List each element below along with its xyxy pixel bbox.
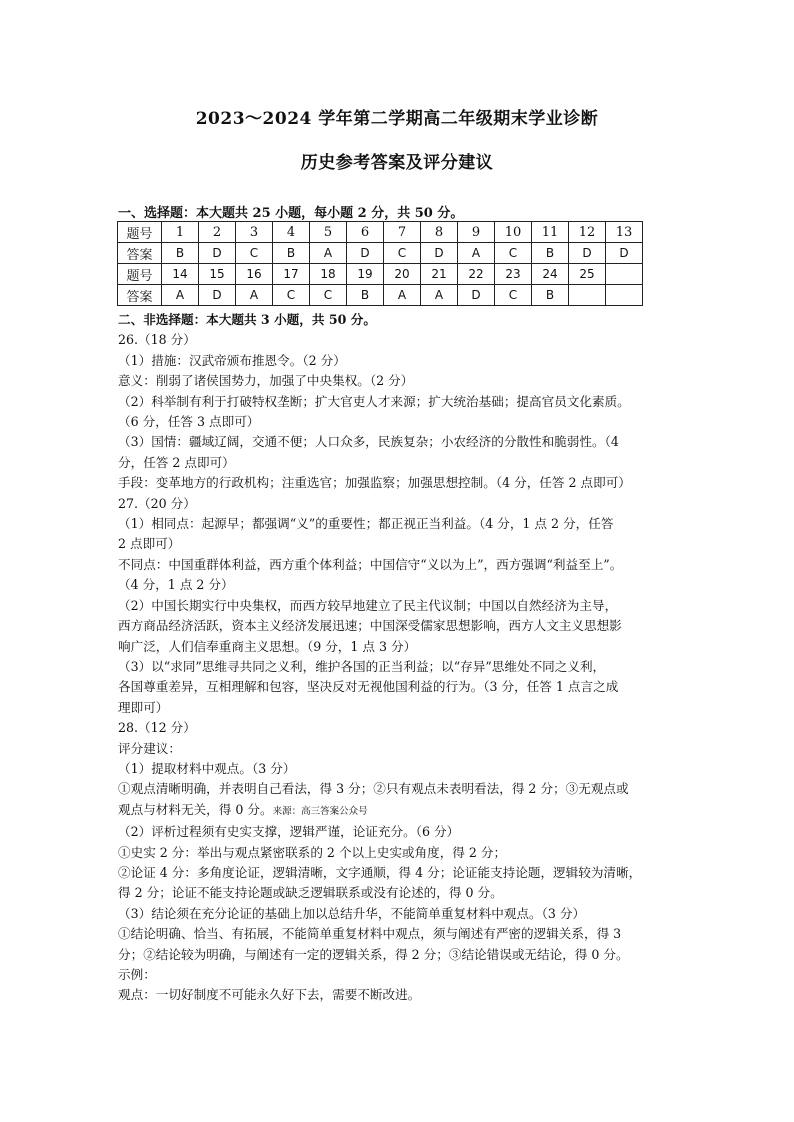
table-cell: 14 [162,264,199,285]
table-cell: 11 [532,222,569,243]
table-cell: 25 [569,264,606,285]
table-cell [606,264,643,285]
answer-line-text: （2）评析过程须有史实支撑，逻辑严谨，论证充分。（6 分） [118,824,460,840]
document-subtitle: 历史参考答案及评分建议 [300,153,494,173]
answer-line [118,985,680,1005]
table-cell: A [162,285,199,306]
answer-line [118,945,680,965]
table-cell: B [273,243,310,264]
table-cell: C [384,243,421,264]
table-row [118,243,643,264]
answer-line [118,822,680,842]
answer-line-text: 26.（18 分） [118,332,196,348]
table-row [118,285,643,306]
source-note: 来源：高三答案公众号 [272,805,368,817]
table-cell: 2 [199,222,236,243]
table-cell: B [532,243,569,264]
answer-line [118,575,680,595]
answer-line-text: ①观点清晰明确，并表明自己看法，得 3 分；②只有观点未表明看法，得 2 分；③无观点或 [118,781,629,797]
answer-line [118,965,680,985]
answer-line-text: 分，任答 2 点即可） [118,454,235,470]
table-cell: 15 [199,264,236,285]
table-cell: 10 [495,222,532,243]
table-cell: B [347,285,384,306]
answer-line-text: 评分建议： [118,740,181,756]
answer-line [118,883,680,903]
answer-line-text: （1）提取材料中观点。（3 分） [118,760,296,776]
answer-line-text: ②论证 4 分：多角度论证，逻辑清晰，文字通顺，得 4 分；论证能支持论题，逻辑较为清晰， [118,864,642,880]
table-cell: 19 [347,264,384,285]
table-cell: A [384,285,421,306]
table-row [118,264,643,285]
answer-line [118,677,680,697]
table-cell: C [236,243,273,264]
table-cell: A [310,243,347,264]
answer-line [118,759,680,779]
answer-line [118,718,680,738]
table-cell: 7 [384,222,421,243]
answer-line-text: 理即可） [118,699,169,715]
table-cell: A [458,243,495,264]
section2-heading: 二、非选择题：本大题共 3 小题，共 50 分。 [118,312,376,327]
table-cell: B [162,243,199,264]
table-cell: D [199,285,236,306]
answer-line [118,371,680,391]
table-cell: C [495,243,532,264]
answer-line-text: （1）措施：汉武帝颁布推恩令。（2 分） [118,352,346,368]
answer-line-text: （4 分，1 点 2 分） [118,577,234,593]
answer-line [118,514,680,534]
table-cell: 13 [606,222,643,243]
table-cell: 16 [236,264,273,285]
table-cell: C [273,285,310,306]
answer-line [118,924,680,944]
answer-line [118,330,680,350]
answer-line [118,843,680,863]
answer-line [118,637,680,657]
table-cell: 1 [162,222,199,243]
answer-line [118,863,680,883]
answer-line [118,657,680,677]
answer-line-text: 响广泛，人们信奉重商主义思想。（9 分，1 点 3 分） [118,638,417,654]
answer-line-text: 分；②结论较为明确，与阐述有一定的逻辑关系，得 2 分；③结论错误或无结论，得 0 分。 [118,946,629,962]
table-cell: A [421,285,458,306]
table-cell: 24 [532,264,569,285]
answer-line-text: ①史实 2 分：举出与观点紧密联系的 2 个以上史实或角度，得 2 分； [118,844,507,860]
answer-line [118,698,680,718]
answer-line-text: 意义：削弱了诸侯国势力，加强了中央集权。（2 分） [118,373,414,389]
table-cell: C [495,285,532,306]
table-cell [569,285,606,306]
row-label: 题号 [118,264,162,285]
answer-line [118,739,680,759]
table-cell: 5 [310,222,347,243]
answer-line [118,351,680,371]
row-label: 答案 [118,285,162,306]
table-cell: 12 [569,222,606,243]
answer-line [118,616,680,636]
table-cell: 23 [495,264,532,285]
answer-table [117,221,643,306]
answer-line [118,392,680,412]
table-cell: 8 [421,222,458,243]
answer-line [118,904,680,924]
answer-line-text: 各国尊重差异，互相理解和包容，坚决反对无视他国利益的行为。（3 分，任答 1 点言之成 [118,679,619,695]
answer-line-text: 示例： [118,967,156,982]
answer-line [118,432,680,452]
table-cell: D [199,243,236,264]
answer-line [118,473,680,493]
answer-line-text: （3）以“求同”思维寻共同之义利，维护各国的正当利益；以“存异”思维处不同之义利， [118,658,606,674]
answer-line-text: 观点与材料无关，得 0 分。 [118,801,273,817]
answer-line [118,453,680,473]
section1-heading: 一、选择题：本大题共 25 小题，每小题 2 分，共 50 分。 [118,206,464,221]
answer-line-text: 手段：变革地方的行政机构；注重选官；加强监察；加强思想控制。（4 分，任答 2 点即可） [118,475,631,491]
document-title: 2023～2024 学年第二学期高二年级期末学业诊断 [195,109,599,129]
answer-line-text: （3）国情：疆域辽阔，交通不便；人口众多，民族复杂；小农经济的分散性和脆弱性。（4 [118,434,619,450]
answer-line-text: （1）相同点：起源早；都强调“义”的重要性；都正视正当利益。（4 分，1 点 2 分，任答 [118,516,614,532]
table-cell: A [236,285,273,306]
table-cell: B [532,285,569,306]
answer-line-text: 得 2 分；论证不能支持论题或缺乏逻辑联系或没有论述的，得 0 分。 [118,885,503,901]
answer-line [118,800,680,822]
table-cell: 17 [273,264,310,285]
answer-line [118,494,680,514]
table-cell: 21 [421,264,458,285]
answer-line-text: （2）中国长期实行中央集权，而西方较早地建立了民主代议制；中国以自然经济为主导， [118,597,618,613]
answer-line-text: 观点：一切好制度不可能永久好下去，需要不断改进。 [118,987,421,1003]
table-cell: D [347,243,384,264]
table-cell: 18 [310,264,347,285]
table-cell: D [421,243,458,264]
answer-line-text: 28.（12 分） [118,720,196,736]
table-cell: D [569,243,606,264]
table-cell: D [606,243,643,264]
answer-line-text: 西方商品经济活跃，资本主义经济发展迅速；中国深受儒家思想影响，西方人文主义思想影 [118,618,622,634]
table-cell: 6 [347,222,384,243]
answer-lines [118,330,680,1005]
answer-line [118,555,680,575]
answer-line [118,596,680,616]
answer-table-body [118,222,643,306]
table-cell: 22 [458,264,495,285]
row-label: 答案 [118,243,162,264]
answer-line [118,779,680,799]
table-cell: 20 [384,264,421,285]
table-cell: C [310,285,347,306]
answer-line-text: ①结论明确、恰当、有拓展，不能简单重复材料中观点，须与阐述有严密的逻辑关系，得 3 [118,926,622,942]
table-cell: 3 [236,222,273,243]
row-label: 题号 [118,222,162,243]
answer-line-text: （3）结论须在充分论证的基础上加以总结升华，不能简单重复材料中观点。（3 分） [118,905,586,921]
table-cell: 9 [458,222,495,243]
answer-line-text: 不同点：中国重群体利益，西方重个体利益；中国信守“义以为上”，西方强调“利益至上”。 [118,556,623,572]
answer-line-text: （6 分，任答 3 点即可） [118,414,260,430]
answer-line-text: 2 点即可） [118,536,181,552]
answer-line [118,534,680,554]
answer-line [118,412,680,432]
section2-body [118,310,680,1006]
table-cell: 4 [273,222,310,243]
answer-line-text: （2）科举制有利于打破特权垄断；扩大官吏人才来源；扩大统治基础；提高官员文化素质。 [118,393,630,409]
answer-line-text: 27.（20 分） [118,495,196,511]
table-cell [606,285,643,306]
table-cell: D [458,285,495,306]
table-row [118,222,643,243]
